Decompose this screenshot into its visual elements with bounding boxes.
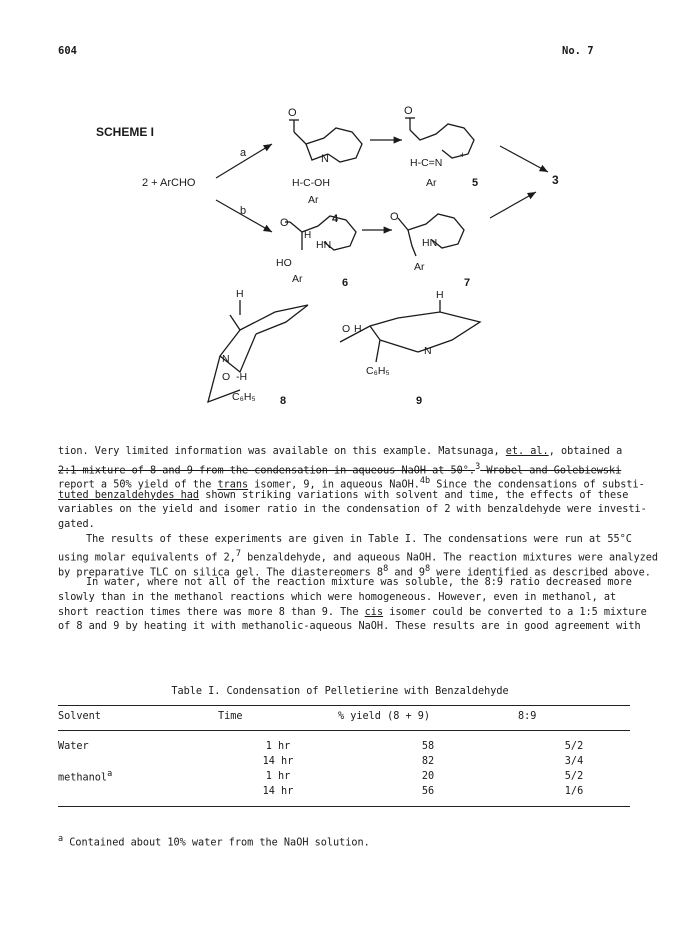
results-table — [58, 705, 630, 807]
cell-yield: 82 — [421, 756, 435, 767]
superscript: 7 — [235, 549, 241, 560]
cell-time: 1 hr — [265, 771, 291, 782]
text-run: , obtained a — [548, 446, 623, 457]
c4-nitrogen: N — [321, 153, 329, 165]
c4-group2: Ar — [308, 194, 319, 206]
body-text — [58, 445, 659, 635]
header-time: Time — [218, 706, 338, 731]
c4-oxygen: O — [288, 107, 297, 119]
cell-ratio: 1/6 — [518, 784, 630, 807]
c9-o: O — [342, 323, 351, 335]
c4-number: 4 — [332, 213, 339, 225]
text-run: were identified as described above. — [430, 567, 651, 579]
c9-n: N — [424, 345, 432, 357]
cell-yield: 20 — [421, 771, 435, 782]
c6-h: H — [304, 230, 312, 241]
table-caption: Table I. Condensation of Pelletierine with Benzaldehyde — [171, 686, 509, 697]
c8-number: 8 — [280, 395, 287, 407]
superscript: 8 — [383, 563, 389, 574]
step-a-label: a — [240, 147, 247, 159]
text-line — [58, 460, 630, 475]
cell-time: 1 hr — [265, 741, 291, 752]
product-label: 3 — [552, 173, 559, 187]
text-run: cis — [364, 606, 384, 618]
cell-ratio: 5/2 — [564, 771, 584, 782]
c8-h-top: H — [236, 288, 244, 300]
text-run: isomer could be converted to a 1:5 mixture — [383, 606, 647, 618]
c6-number: 6 — [342, 277, 349, 289]
text-line — [58, 547, 659, 564]
step-b-label: b — [240, 205, 247, 217]
text-line — [58, 562, 651, 579]
c9-number: 9 — [416, 395, 423, 407]
superscript: 4b — [419, 476, 431, 487]
text-line: The results of these experiments are given in Table I. The condensations were run at 55°C — [86, 533, 632, 545]
text-line — [58, 489, 630, 504]
text-line: In water, where not all of the reaction mixture was soluble, the 8:9 ratio decreased more — [86, 577, 632, 589]
text-run: report a 50% yield of the — [58, 479, 218, 491]
c7-hn: HN — [422, 237, 438, 249]
table-row — [58, 769, 630, 784]
table-header-row — [58, 706, 630, 731]
c6-ar: Ar — [292, 273, 303, 285]
text-line: variables on the yield and isomer ratio in the condensation of 2 with benzaldehyde were investi- — [58, 504, 647, 516]
c4-group1: H-C-OH — [292, 177, 330, 189]
c8-o: O — [222, 371, 231, 383]
table-row — [58, 731, 630, 755]
c7-number: 7 — [464, 277, 471, 289]
header-ratio: 8:9 — [518, 706, 630, 731]
text-line — [58, 606, 647, 621]
text-run: et. al. — [505, 446, 549, 457]
cell-solvent — [58, 784, 218, 807]
c9-h-left: H — [354, 323, 362, 335]
issue-number: No. 7 — [562, 45, 594, 57]
text-line — [58, 474, 645, 491]
c6-oxygen: O — [280, 217, 289, 229]
header-yield: % yield (8 + 9) — [338, 706, 518, 731]
text-run: shown striking variations with solvent and time, the effects of these — [199, 489, 629, 501]
table-row — [58, 754, 630, 769]
text-run: and 9 — [388, 567, 426, 579]
cell-yield: 56 — [338, 784, 518, 807]
page-number: 604 — [58, 45, 77, 57]
c6-ho: HO — [276, 257, 292, 269]
text-run: short reaction times there was more 8 than 9. The — [58, 606, 365, 618]
cell-solvent: Water — [58, 741, 89, 752]
c9-h-top: H — [436, 289, 444, 301]
text-run: by preparative TLC on silica gel. The diastereomers 8 — [58, 567, 384, 579]
text-run: 2:1 mixture of 8 and 9 from the condensation in aqueous NaOH at 50°. — [58, 464, 476, 476]
scheme-reactant: 2 + ArCHO — [142, 177, 196, 189]
text-run: benzaldehyde, and aqueous NaOH. The reaction mixtures were analyzed — [241, 552, 659, 564]
text-run: trans — [217, 479, 249, 491]
superscript: 3 — [475, 461, 481, 472]
c5-charge: + — [460, 150, 466, 160]
cell-solvent — [58, 769, 218, 784]
cell-time: 14 hr — [262, 756, 294, 767]
table-footnote — [58, 834, 370, 848]
table-row — [58, 784, 630, 807]
cell-solvent — [58, 754, 218, 769]
c5-group1: H-C=N — [410, 157, 443, 169]
header-solvent: Solvent — [58, 706, 218, 731]
text-line — [58, 445, 630, 460]
footnote-marker: a — [107, 769, 113, 780]
footnote-text: Contained about 10% water from the NaOH solution. — [63, 837, 370, 849]
c5-group2: Ar — [426, 177, 437, 189]
text-run: tion. Very limited information was available on this example. Matsunaga, — [58, 446, 506, 457]
c8-n: N — [222, 353, 230, 365]
cell-ratio: 3/4 — [564, 756, 584, 767]
text-run: using molar equivalents of 2, — [58, 552, 236, 564]
c8-h-mid: -H — [236, 371, 248, 383]
footnote-marker: a — [58, 834, 64, 844]
text-run: Since the condensations of substi- — [430, 479, 645, 491]
text-line: of 8 and 9 by heating it with methanolic-aqueous NaOH. These results are in good agreement with — [58, 621, 641, 633]
scheme-drawing — [80, 100, 600, 430]
scheme-title: SCHEME I — [96, 125, 155, 139]
cell-time: 14 hr — [218, 784, 338, 807]
reaction-scheme — [80, 100, 600, 430]
c5-number: 5 — [472, 177, 479, 189]
superscript: 8 — [425, 563, 431, 574]
text-run: isomer, 9, in aqueous NaOH. — [248, 479, 420, 491]
c6-hn: HN — [316, 239, 332, 251]
c7-ar: Ar — [414, 261, 425, 273]
text-run: tuted benzaldehydes had — [58, 489, 200, 501]
text-line: slowly than in the methanol reactions which were homogeneous. However, even in methanol, at — [58, 591, 617, 603]
c7-oxygen: O — [390, 211, 399, 223]
text-run: Wrobel and Golebiewski — [480, 464, 622, 476]
cell-ratio: 5/2 — [564, 741, 584, 752]
c8-ph: C₆H₅ — [232, 391, 256, 403]
solvent-name: methanol — [58, 772, 108, 784]
cell-yield: 58 — [421, 741, 435, 752]
c5-oxygen: O — [404, 105, 413, 117]
text-line: gated. — [58, 518, 95, 530]
c9-ph: C₆H₅ — [366, 365, 390, 377]
